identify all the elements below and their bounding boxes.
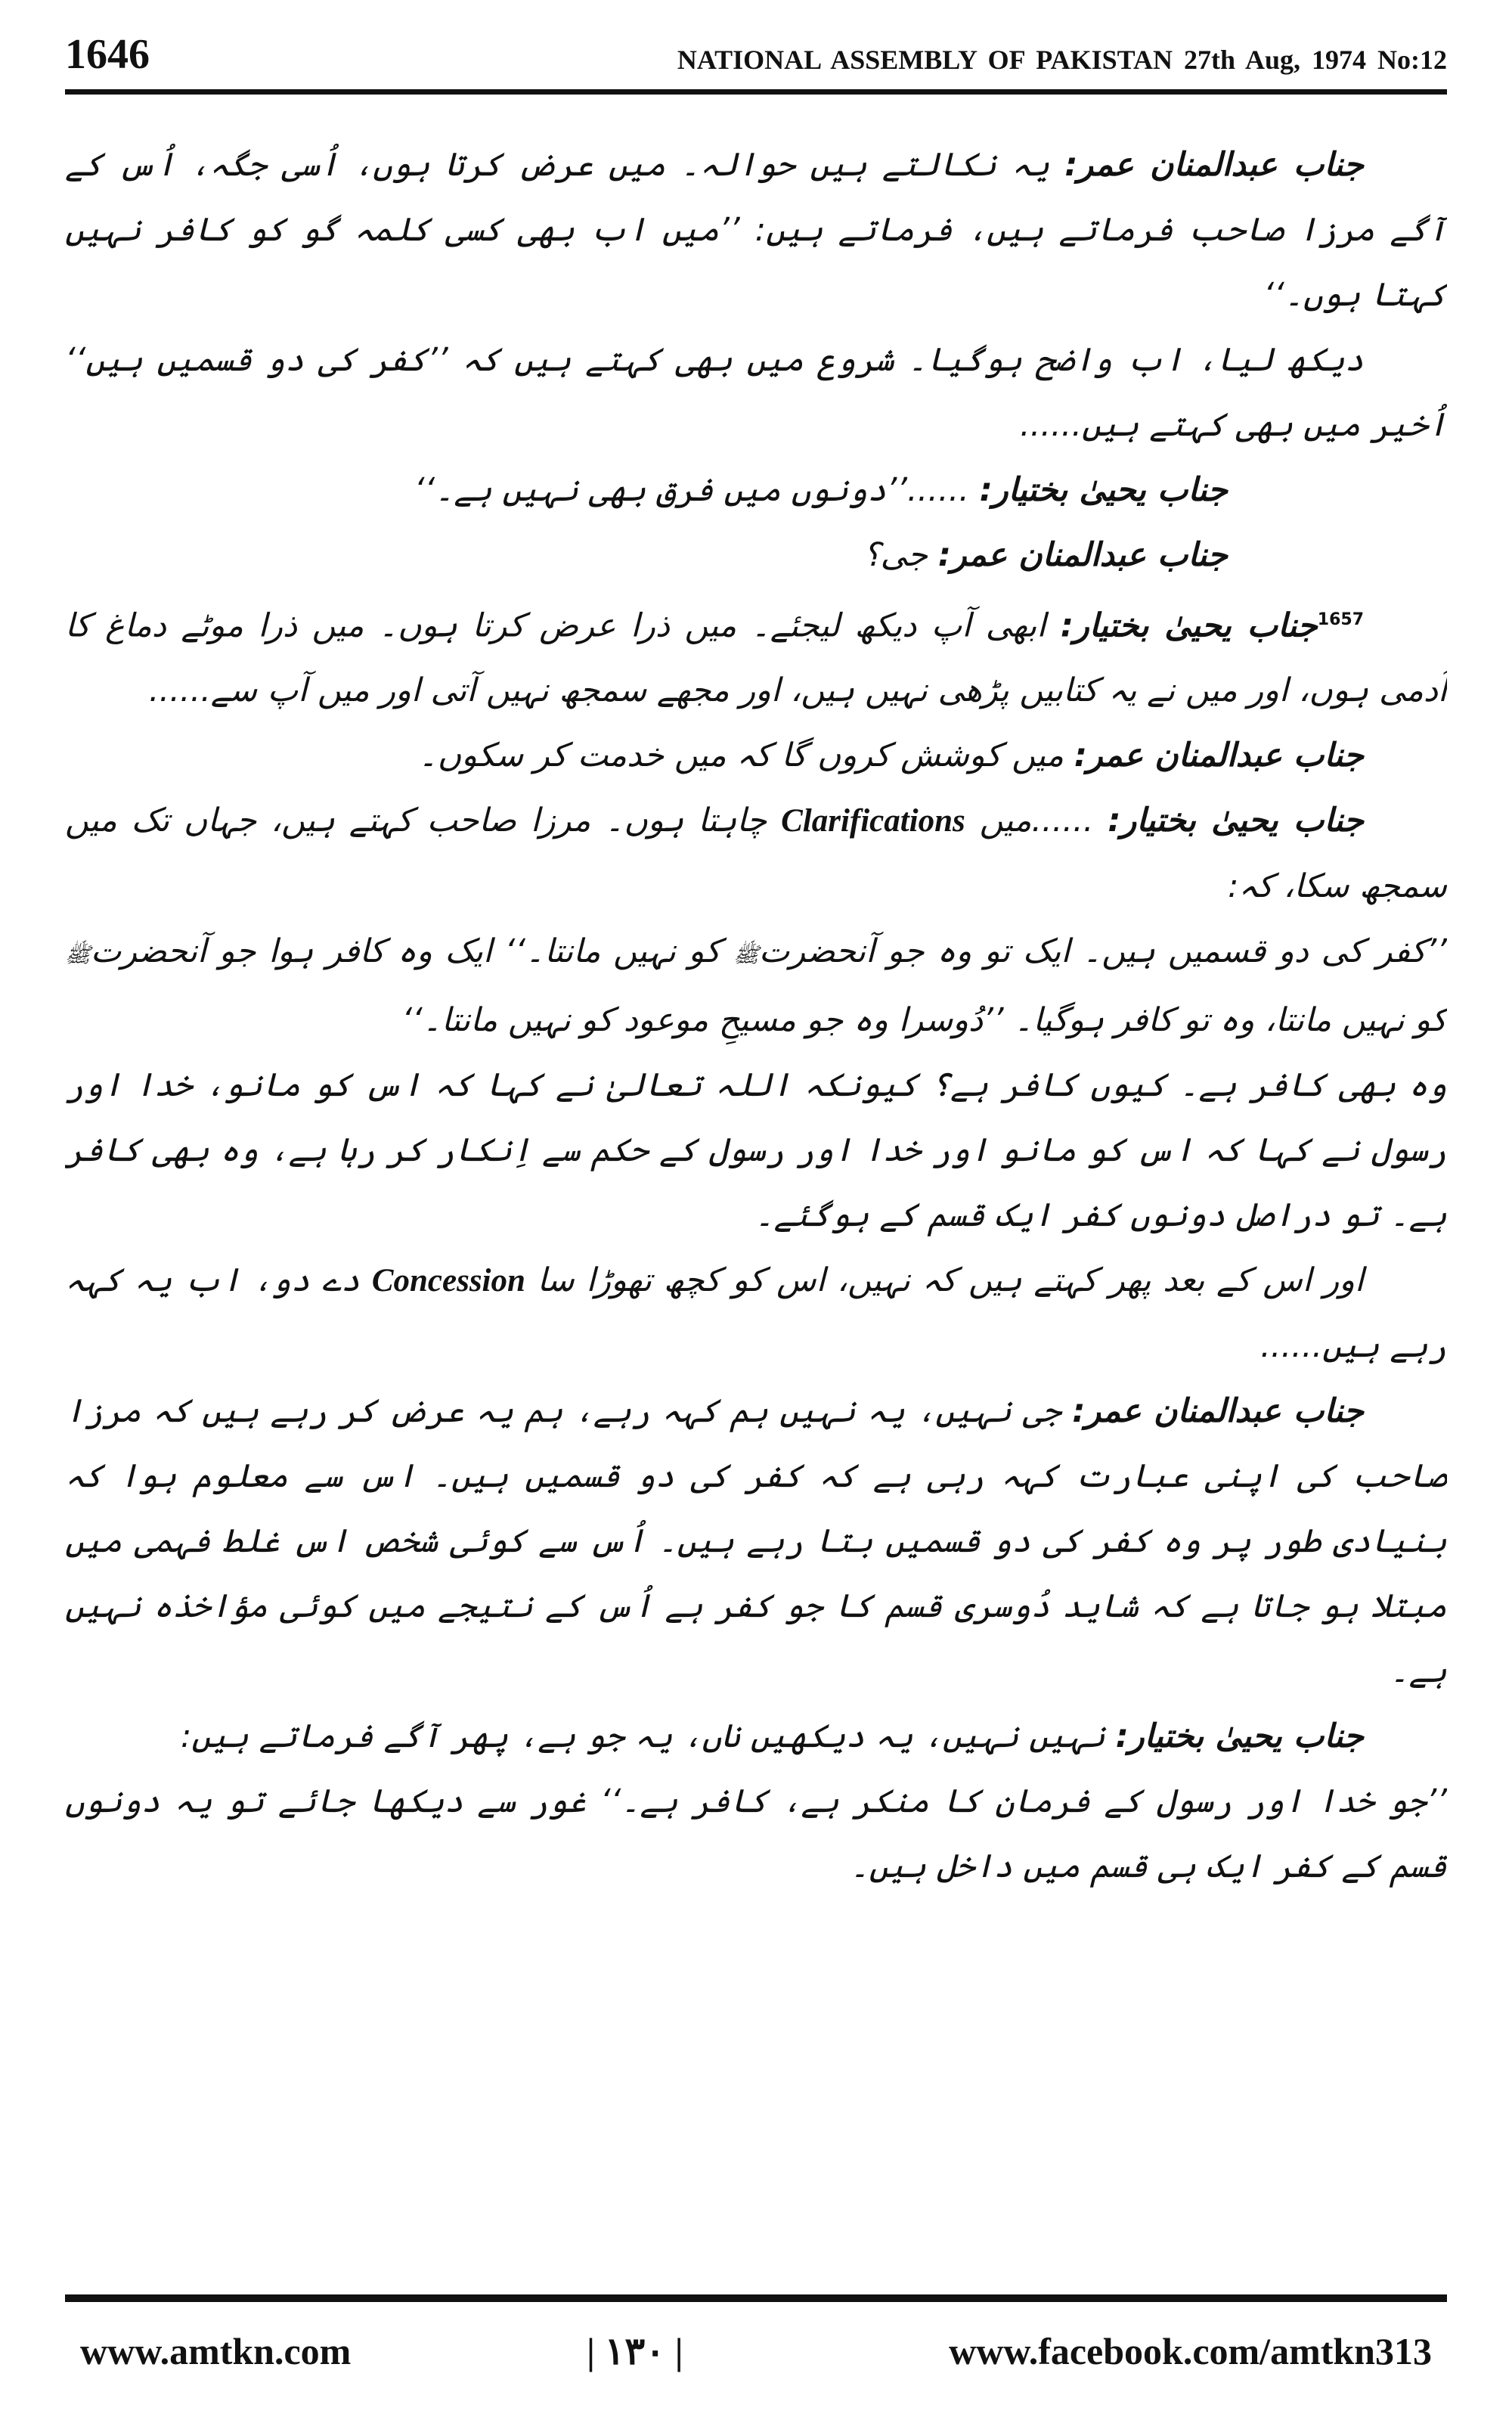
paragraph-omar-3 — [65, 723, 1447, 788]
paragraph-text: جی نہیں، یہ نہیں ہم کہہ رہے، ہم یہ عرض کر رہے ہیں کہ مرزا صاحب کی اپنی عبارت کہہ رہی ہے کہ کفر کی دو قسمیں ہیں۔ اس سے معلوم ہوا کہ بنیادی طور پر وہ کفر کی دو قسمیں بتا رہے ہیں۔ اُس سے کوئی شخص اس غلط فہمی میں مبتلا ہو جاتا ہے کہ شاید دُوسری قسم کا جو کفر ہے اُس کے نتیجے میں کوئی مؤاخذہ نہیں ہے۔ — [65, 1392, 1447, 1691]
document-body — [65, 132, 1447, 2257]
paragraph-omar-4 — [65, 1379, 1447, 1704]
quote-text: ’’جو خدا اور رسول کے فرمان کا منکر ہے، کافر ہے۔‘‘ غور سے دیکھا جائے تو یہ دونوں قسم کے کفر ایک ہی قسم میں داخل ہیں۔ — [65, 1782, 1447, 1886]
quote-text: ’’کفر کی دو قسمیں ہیں۔ ایک تو وہ جو آنحضرت — [758, 932, 1447, 971]
footer-page-index: | ۱۳۰ | — [587, 2330, 683, 2372]
header-rule — [65, 89, 1447, 95]
quote-text: کو نہیں مانتا۔‘‘ ایک وہ کافر ہوا جو آنحضرت — [90, 932, 734, 971]
paragraph-9 — [65, 1248, 1447, 1379]
speaker-yahya: جناب یحییٰ بختیار: — [1060, 607, 1318, 645]
paragraph-text: ابھی آپ دیکھ لیجئے۔ میں ذرا عرض کرتا ہوں۔ میں ذرا موٹے دماغ کا آدمی ہوں، اور میں نے یہ کتابیں پڑھی نہیں ہیں، اور مجھے سمجھ نہیں آتی اور میں آپ سے...... — [65, 607, 1447, 710]
paragraph-text: دے دو، اب یہ کہہ رہے ہیں...... — [65, 1261, 1447, 1366]
speaker-yahya: جناب یحییٰ بختیار: — [1115, 1717, 1364, 1756]
paragraph-text: جی؟ — [863, 536, 938, 574]
honorific-icon: ﷺ — [65, 942, 91, 968]
paragraph-text: میں کوشش کروں گا کہ میں خدمت کر سکوں۔ — [418, 737, 1074, 775]
paragraph-yahya-4 — [65, 1704, 1447, 1769]
english-term: Clarifications — [781, 803, 965, 839]
paragraph-text: یہ نکالتے ہیں حوالہ۔ میں عرض کرتا ہوں، اُسی جگہ، اُس کے آگے مرزا صاحب فرماتے ہیں، فرماتے ہیں: ’’میں اب بھی کسی کلمہ گو کو کافر نہیں کہتا ہوں۔‘‘ — [65, 146, 1447, 314]
speaker-yahya: جناب یحییٰ بختیار: — [1108, 802, 1365, 840]
quote-1 — [65, 919, 1447, 1053]
header-title: NATIONAL ASSEMBLY OF PAKISTAN 27th Aug, 1974 No:12 — [677, 45, 1447, 75]
quote-text: کو نہیں مانتا، وہ تو کافر ہوگیا۔ ’’دُوسرا وہ جو مسیحِ موعود کو نہیں مانتا۔‘‘ — [401, 1001, 1447, 1040]
speaker-omar: جناب عبدالمنان عمر: — [937, 536, 1228, 574]
page-header — [65, 30, 1447, 83]
footer-website-link[interactable]: www.amtkn.com — [80, 2330, 352, 2372]
paragraph-text: ......’’دونوں میں فرق بھی نہیں ہے۔‘‘ — [414, 471, 980, 509]
footer-rule — [65, 2294, 1447, 2302]
speaker-omar: جناب عبدالمنان عمر: — [1064, 146, 1364, 184]
paragraph-2 — [65, 327, 1447, 458]
paragraph-text: دیکھ لیا، اب واضح ہوگیا۔ شروع میں بھی کہتے ہیں کہ ’’کفر کی دو قسمیں ہیں‘‘ اُخیر میں بھی کہتے ہیں...... — [65, 341, 1447, 444]
paragraph-yahya-2 — [65, 588, 1447, 723]
paragraph-yahya-1 — [65, 458, 1447, 523]
footer-facebook-link[interactable]: www.facebook.com/amtkn313 — [949, 2330, 1432, 2372]
paragraph-yahya-3 — [65, 788, 1447, 919]
paragraph-text: وہ بھی کافر ہے۔ کیوں کافر ہے؟ کیونکہ اللہ تعالیٰ نے کہا کہ اس کو مانو، خدا اور رسول نے کہا کہ اس کو مانو اور خدا اور رسول کے حکم سے اِنکار کر رہا ہے، وہ بھی کافر ہے۔ تو دراصل دونوں کفر ایک قسم کے ہوگئے۔ — [65, 1066, 1447, 1235]
page-footer — [65, 2329, 1447, 2390]
quote-2 — [65, 1769, 1447, 1899]
page-number: 1646 — [65, 31, 150, 78]
speaker-omar: جناب عبدالمنان عمر: — [1074, 737, 1364, 775]
paragraph-omar-1 — [65, 132, 1447, 327]
page-marker: 1657 — [1317, 610, 1364, 629]
english-term: Concession — [371, 1263, 525, 1299]
honorific-icon: ﷺ — [733, 942, 759, 968]
paragraph-omar-2 — [65, 523, 1447, 588]
paragraph-text: ......میں — [965, 802, 1108, 840]
speaker-omar: جناب عبدالمنان عمر: — [1072, 1392, 1364, 1431]
paragraph-text: اور اس کے بعد پھر کہتے ہیں کہ نہیں، اس کو کچھ تھوڑا سا — [525, 1261, 1364, 1300]
paragraph-text: چاہتا ہوں۔ مرزا صاحب کہتے ہیں، جہاں تک میں سمجھ سکا، کہ: — [65, 802, 1447, 906]
speaker-yahya: جناب یحییٰ بختیار: — [979, 471, 1228, 509]
paragraph-text: نہیں نہیں، یہ دیکھیں ناں، یہ جو ہے، پھر آگے فرماتے ہیں: — [180, 1717, 1116, 1756]
paragraph-8 — [65, 1053, 1447, 1248]
